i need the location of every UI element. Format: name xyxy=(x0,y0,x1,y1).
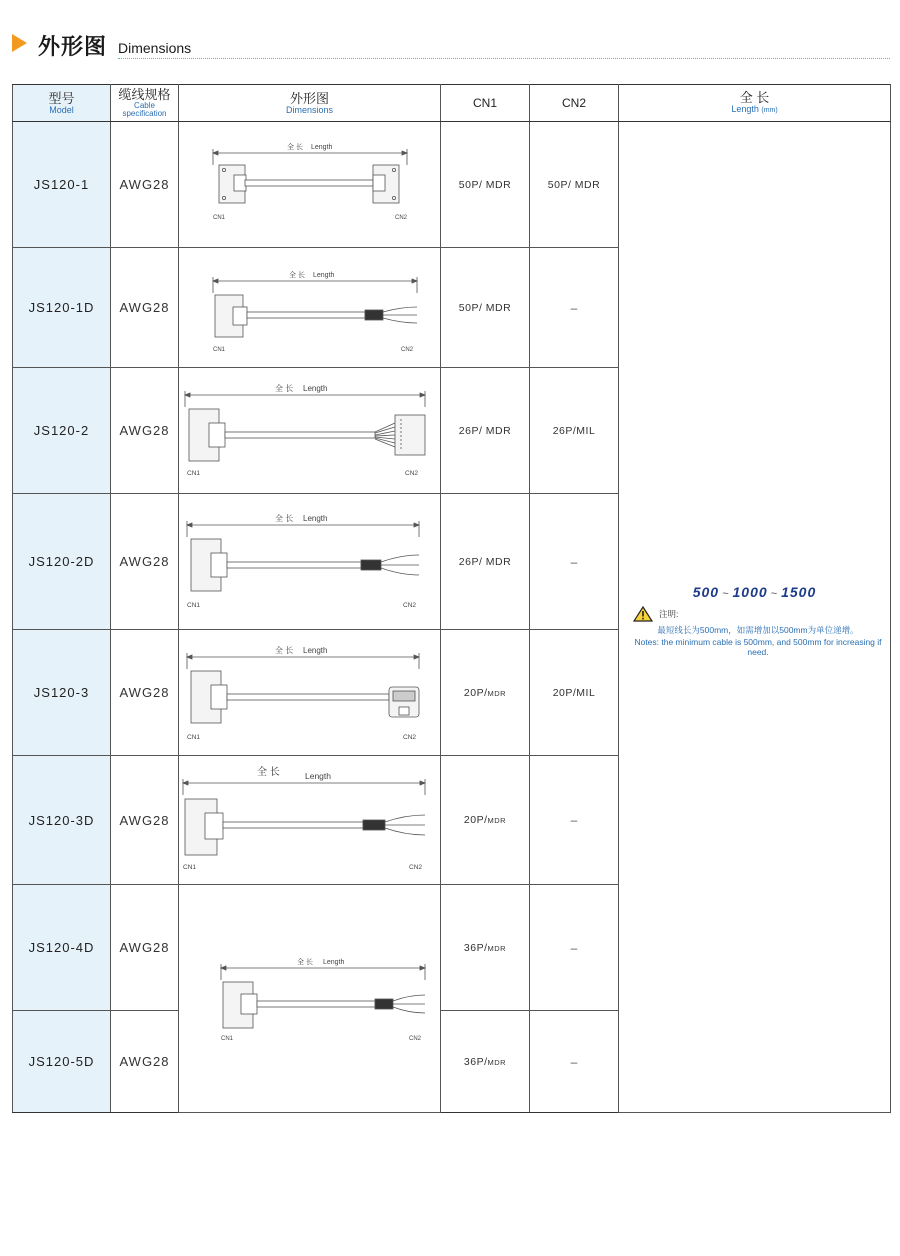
header-model-en: Model xyxy=(49,104,74,115)
header-cable-cn: 缆线规格 xyxy=(118,87,171,102)
length-values xyxy=(619,584,890,600)
cn1-cell xyxy=(441,248,530,368)
length-label-cn: 全 长 xyxy=(275,383,294,393)
cn1-label: CN1 xyxy=(183,863,197,871)
length-sep: ~ xyxy=(770,588,779,600)
length-label-en: Length xyxy=(303,645,328,655)
drawing-cell xyxy=(179,122,441,248)
cable-drawing xyxy=(179,631,441,755)
cable-cell: AWG28 xyxy=(111,756,179,885)
length-label-en: Length xyxy=(323,958,345,966)
cn2-cell: – xyxy=(530,494,619,630)
cn2-label: CN2 xyxy=(395,214,408,221)
drawing-cell xyxy=(179,248,441,368)
cn1-label: CN1 xyxy=(187,601,201,609)
cn2-label: CN2 xyxy=(409,863,423,871)
length-value-500: 500 xyxy=(692,584,720,600)
cn1-value: 20P/ xyxy=(463,814,488,826)
header-dim-cn: 外形图 xyxy=(289,90,329,106)
cable-drawing xyxy=(179,123,441,247)
length-label-en: Length xyxy=(303,383,328,393)
cn1-cell xyxy=(441,1011,530,1113)
length-label-en: Length xyxy=(311,143,333,151)
cn1-label: CN1 xyxy=(187,733,201,741)
header-cable-en: Cable specification xyxy=(122,101,167,118)
note-label: 注明: xyxy=(659,609,679,619)
cn2-label: CN2 xyxy=(403,733,417,741)
warning-icon xyxy=(633,606,653,622)
table-row xyxy=(13,122,891,248)
model-cell: JS120-3D xyxy=(13,756,111,885)
length-label-en: Length xyxy=(313,271,335,279)
cn2-cell: – xyxy=(530,248,619,368)
length-value-1500: 1500 xyxy=(781,584,817,600)
note-en: Notes: the minimum cable is 500mm, and 500mm for increasing if need. xyxy=(634,637,882,657)
section-title-en: Dimensions xyxy=(118,40,192,56)
cn2-cell: – xyxy=(530,1011,619,1113)
header-model xyxy=(13,85,111,122)
cn1-cell xyxy=(441,885,530,1011)
cn1-value: 36P/ xyxy=(463,941,488,954)
model-cell: JS120-5D xyxy=(13,1011,111,1113)
section-title xyxy=(12,30,890,60)
header-length xyxy=(619,85,891,122)
cable-cell: AWG28 xyxy=(111,368,179,494)
cable-cell: AWG28 xyxy=(111,630,179,756)
cable-drawing xyxy=(179,757,441,884)
cable-drawing xyxy=(179,886,441,1112)
header-dim-en: Dimensions xyxy=(285,104,334,115)
cn1-label: CN1 xyxy=(213,214,226,221)
cn1-value: 50P/ MDR xyxy=(458,178,512,191)
drawing-cell xyxy=(179,494,441,630)
header-cn1 xyxy=(441,85,530,122)
length-label-cn: 全 长 xyxy=(289,271,305,279)
cn1-label: CN1 xyxy=(213,346,226,353)
cn1-cell xyxy=(441,368,530,494)
header-cable xyxy=(111,85,179,122)
cn1-value: 26P/ MDR xyxy=(458,555,512,568)
model-cell: JS120-2D xyxy=(13,494,111,630)
length-label-cn: 全 长 xyxy=(287,143,303,151)
cable-drawing xyxy=(179,495,441,629)
cn1-value: 26P/ MDR xyxy=(458,424,512,437)
cn1-sub: MDR xyxy=(487,1057,507,1067)
cn2-label: CN2 xyxy=(403,601,417,609)
cn2-cell: – xyxy=(530,756,619,885)
length-value-1000: 1000 xyxy=(732,584,768,600)
dimensions-table xyxy=(12,84,891,1113)
length-cell xyxy=(619,122,891,1113)
cn1-sub: MDR xyxy=(487,816,507,825)
header-length-en-wrap xyxy=(619,105,890,115)
cn1-cell xyxy=(441,756,530,885)
cn2-cell: – xyxy=(530,885,619,1011)
header-length-cn: 全 长 xyxy=(739,90,770,105)
drawing-cell xyxy=(179,368,441,494)
note-cn: 最短线长为500mm，如需增加以500mm为单位递增。 xyxy=(657,625,859,635)
model-cell: JS120-1 xyxy=(13,122,111,248)
cn1-value: 50P/ MDR xyxy=(458,301,512,314)
model-cell: JS120-4D xyxy=(13,885,111,1011)
length-label-en: Length xyxy=(303,513,328,523)
model-cell: JS120-1D xyxy=(13,248,111,368)
cn2-cell: 20P/MIL xyxy=(530,630,619,756)
header-model-cn: 型号 xyxy=(48,90,75,106)
cable-drawing xyxy=(179,249,441,367)
cn1-sub: MDR xyxy=(487,688,507,698)
cn1-cell xyxy=(441,630,530,756)
cable-cell: AWG28 xyxy=(111,248,179,368)
cn2-label: CN2 xyxy=(405,469,419,477)
header-length-en: Length xyxy=(731,104,759,114)
length-label-en: Length xyxy=(305,770,331,781)
length-label-cn: 全 长 xyxy=(297,958,313,966)
header-cn1-label: CN1 xyxy=(472,96,497,110)
drawing-cell xyxy=(179,885,441,1113)
cn2-label: CN2 xyxy=(401,346,414,353)
cable-cell: AWG28 xyxy=(111,122,179,248)
title-divider xyxy=(118,58,890,59)
header-dimensions xyxy=(179,85,441,122)
header-length-unit: (mm) xyxy=(761,107,778,114)
header-cn2 xyxy=(530,85,619,122)
cn2-label: CN2 xyxy=(409,1035,422,1042)
length-label-cn: 全 长 xyxy=(257,766,280,778)
cable-drawing xyxy=(179,369,441,493)
table-header-row xyxy=(13,85,891,122)
note-head xyxy=(633,606,883,622)
cn1-label: CN1 xyxy=(187,469,201,477)
cable-cell: AWG28 xyxy=(111,885,179,1011)
section-title-cn: 外形图 xyxy=(38,35,108,60)
model-cell: JS120-3 xyxy=(13,630,111,756)
length-label-cn: 全 长 xyxy=(275,645,294,655)
cn1-cell xyxy=(441,494,530,630)
cn1-value: 36P/ xyxy=(463,1055,488,1068)
drawing-cell xyxy=(179,630,441,756)
cn2-cell: 26P/MIL xyxy=(530,368,619,494)
length-sep: ~ xyxy=(722,588,730,600)
arrow-icon xyxy=(12,34,27,52)
cable-cell: AWG28 xyxy=(111,494,179,630)
cn1-value: 20P/ xyxy=(463,686,488,699)
cn1-cell xyxy=(441,122,530,248)
cable-cell: AWG28 xyxy=(111,1011,179,1113)
drawing-cell xyxy=(179,756,441,885)
cn1-sub: MDR xyxy=(487,943,507,953)
cn2-cell: 50P/ MDR xyxy=(530,122,619,248)
length-label-cn: 全 长 xyxy=(275,513,294,523)
length-note xyxy=(633,606,883,657)
model-cell: JS120-2 xyxy=(13,368,111,494)
header-cn2-label: CN2 xyxy=(561,96,586,110)
cn1-label: CN1 xyxy=(221,1035,234,1042)
